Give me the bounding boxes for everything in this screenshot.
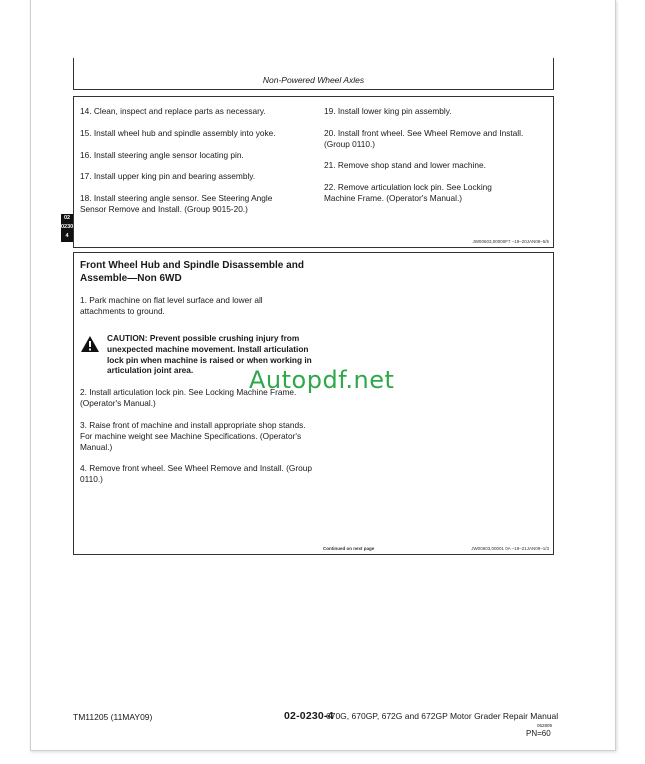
list-item: 2. Install articulation lock pin. See Locking Machine Frame. (Operator's Manual.) <box>80 387 297 408</box>
list-item: 17. Install upper king pin and bearing assembly. <box>80 171 256 181</box>
list-item: 3. Raise front of machine and install appropriate shop stands. For machine weight see Machine Specifications. (Operator's Manual.) <box>80 420 306 452</box>
list-item: 19. Install lower king pin assembly. <box>324 106 452 116</box>
footer-page-code: 02-0230-4 <box>284 710 334 722</box>
side-tab-line-2: 0230 <box>61 224 74 230</box>
footer-manual-title: 670G, 670GP, 672G and 672GP Motor Grader Repair Manual <box>326 711 559 721</box>
section-side-tab <box>61 214 73 242</box>
list-item: 1. Park machine on flat level surface and lower all attachments to ground. <box>80 295 263 316</box>
continued-note: Continued on next page <box>323 546 375 551</box>
side-tab-line-3: 4 <box>65 233 69 239</box>
list-item: 22. Remove articulation lock pin. See Locking Machine Frame. (Operator's Manual.) <box>324 182 492 203</box>
caution-note: CAUTION: Prevent possible crushing injury from unexpected machine movement. Install articulation lock pin when machine is raised or when working in articulation joint area. <box>107 333 312 376</box>
procedure-box-disassemble <box>73 252 554 555</box>
section-header-title: Non-Powered Wheel Axles <box>262 75 365 85</box>
list-item: 4. Remove front wheel. See Wheel Remove and Install. (Group 0110.) <box>80 463 312 484</box>
section-header <box>73 58 554 90</box>
procedure-box-install <box>73 96 554 248</box>
list-item: 20. Install front wheel. See Wheel Remove and Install. (Group 0110.) <box>324 128 524 149</box>
list-item: 14. Clean, inspect and replace parts as necessary. <box>80 106 266 116</box>
list-item: 21. Remove shop stand and lower machine. <box>324 160 486 170</box>
section-title: Front Wheel Hub and Spindle Disassemble and Assemble—Non 6WD <box>80 260 304 284</box>
warning-triangle-icon <box>80 335 100 353</box>
reference-code: JW00603,00001 0A –19–21JAN09–1/3 <box>471 546 549 551</box>
footer-manual-id: TM11205 (11MAY09) <box>73 712 153 722</box>
footer-page-number: PN=60 <box>526 729 551 738</box>
list-item: 18. Install steering angle sensor. See Steering Angle Sensor Remove and Install. (Group 9015-20.) <box>80 193 273 214</box>
footer-date-code: 052809 <box>537 723 553 728</box>
watermark-text: Autopdf.net <box>249 366 395 394</box>
reference-code: JW00603,00000F7 –19–20JAN09–5/5 <box>472 239 549 244</box>
list-item: 15. Install wheel hub and spindle assembly into yoke. <box>80 128 276 138</box>
side-tab-line-1: 02 <box>63 215 71 221</box>
list-item: 16. Install steering angle sensor locating pin. <box>80 150 244 160</box>
